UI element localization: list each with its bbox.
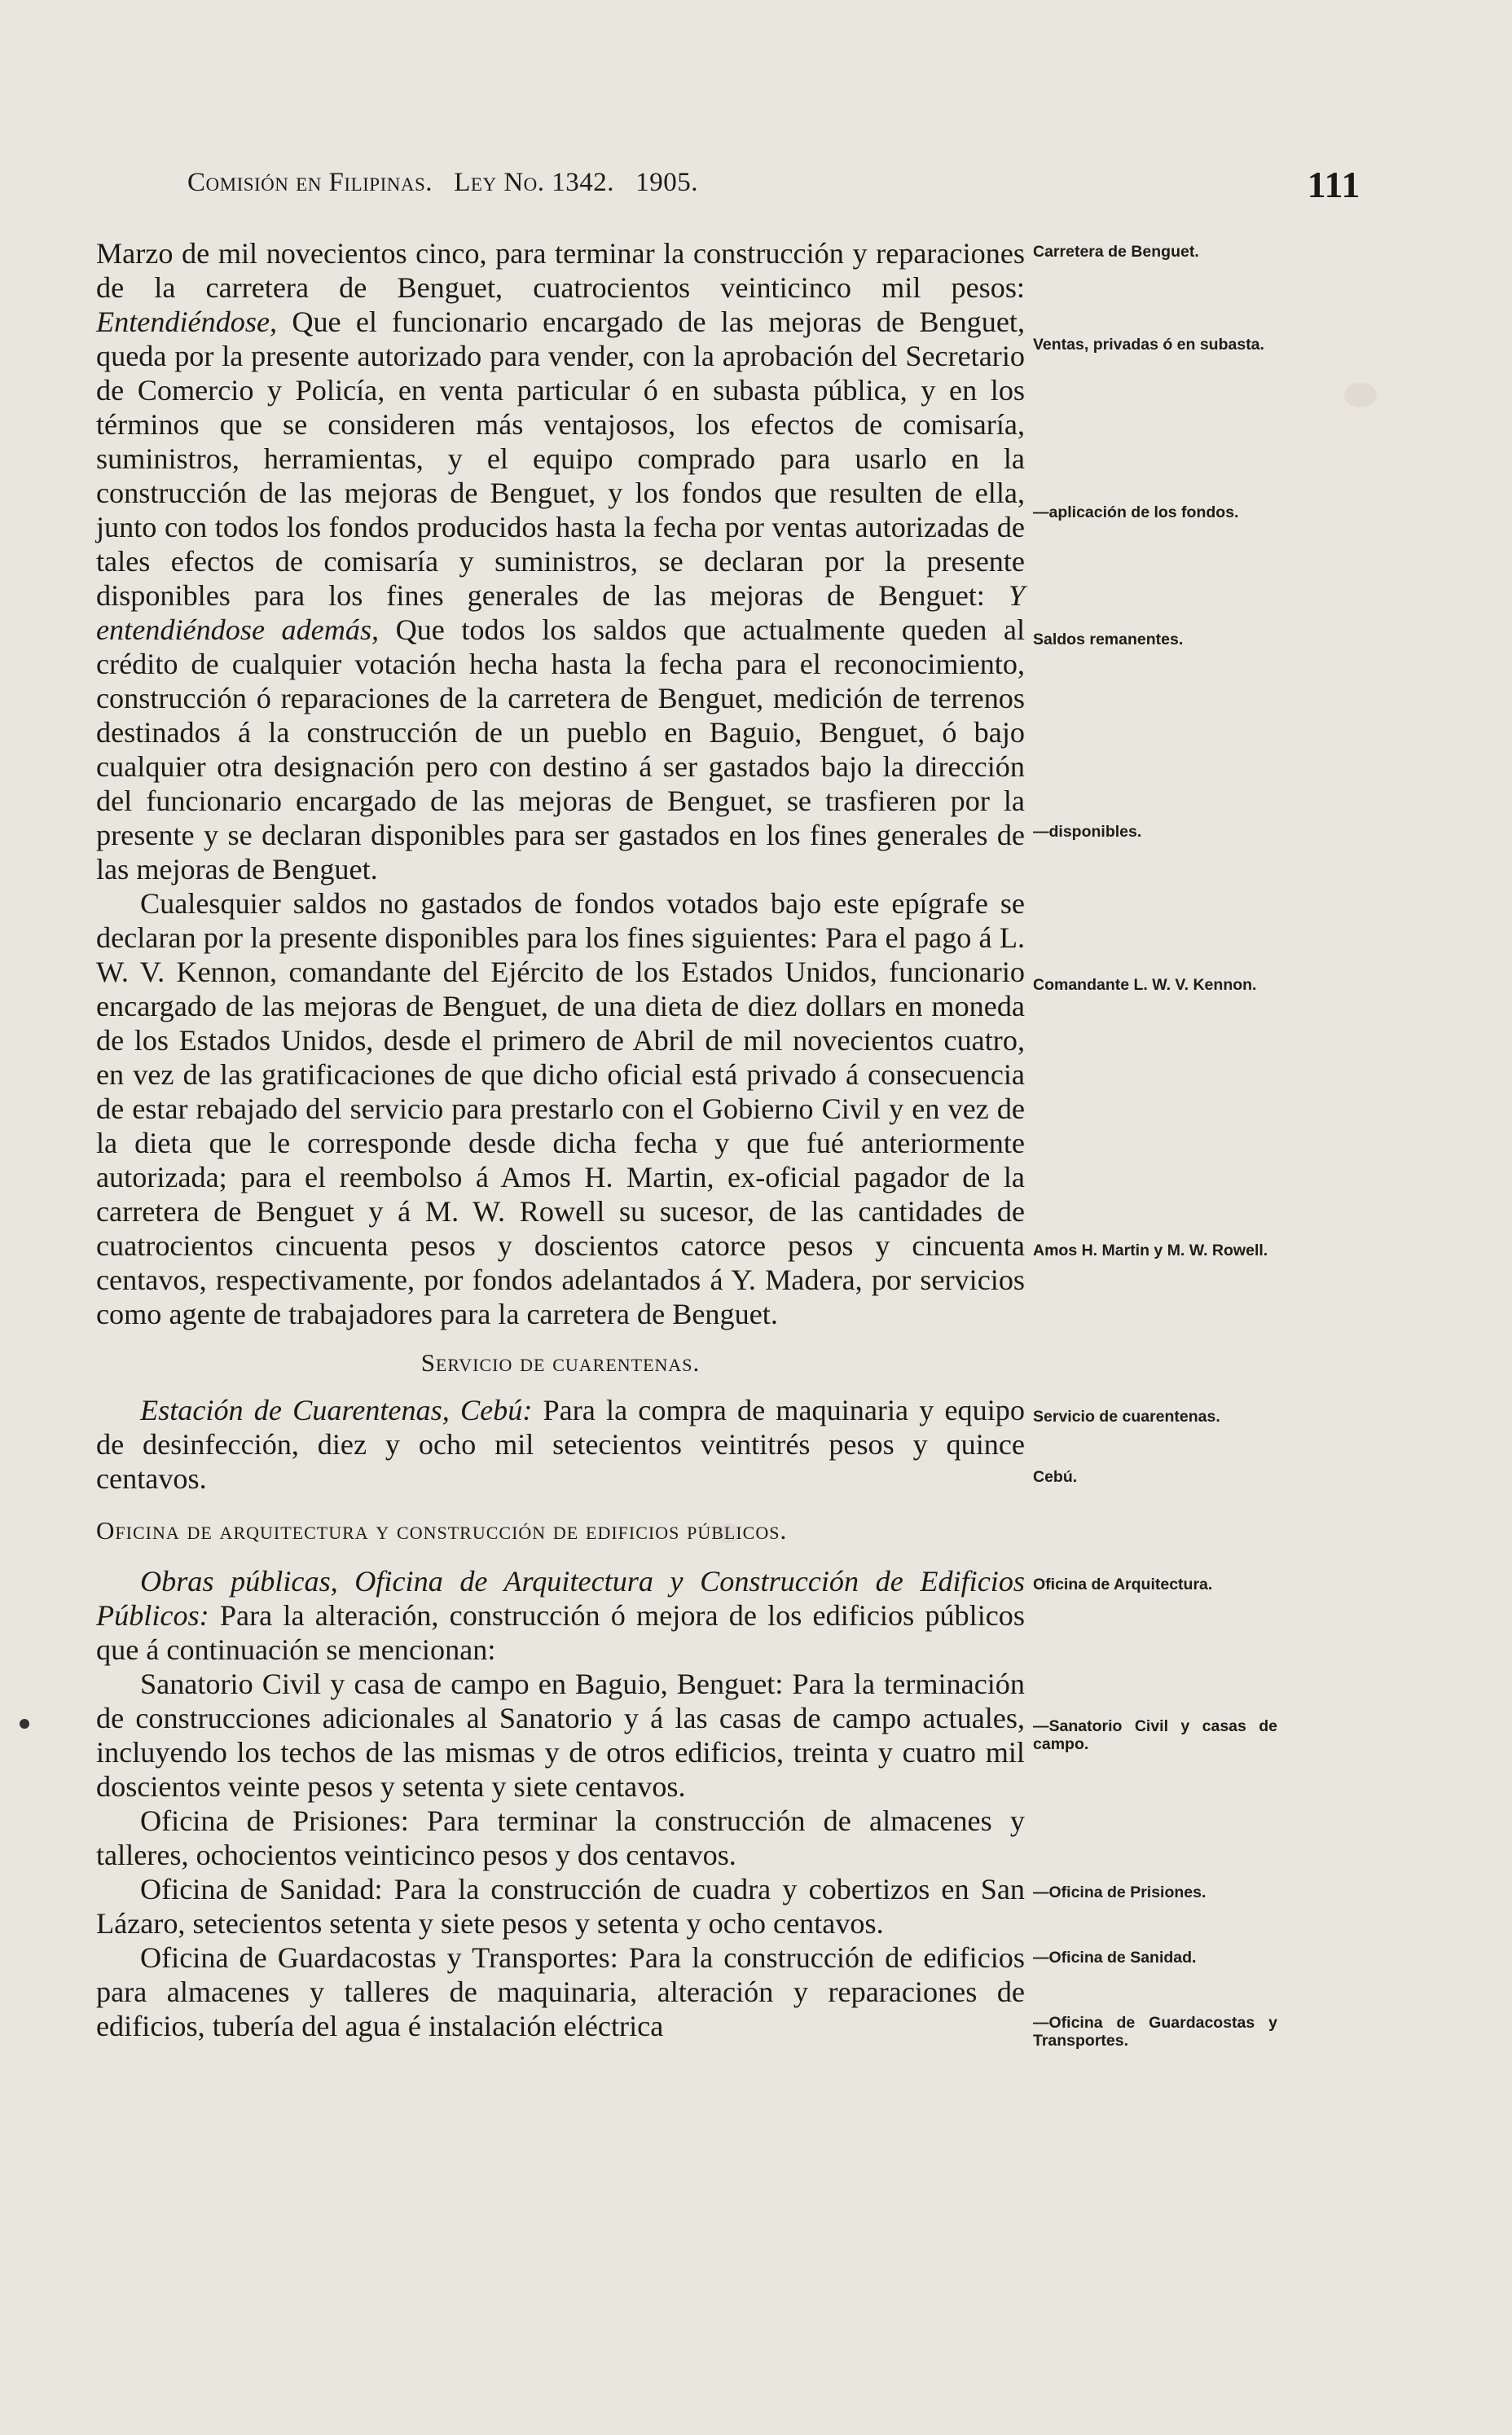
- paragraph-prisons: Oficina de Prisiones: Para terminar la construcción de almacenes y talleres, ochocientos veinticinco pesos y dos centavos.: [96, 1804, 1025, 1871]
- margin-note: Ventas, privadas ó en subasta.: [1033, 336, 1264, 354]
- margin-note: Comandante L. W. V. Kennon.: [1033, 976, 1257, 994]
- running-header: [187, 164, 1360, 205]
- year: 1905.: [635, 168, 699, 197]
- margin-note: Oficina de Arquitectura.: [1033, 1576, 1213, 1593]
- law-number: Ley No. 1342.: [454, 168, 615, 197]
- margin-note: —Oficina de Prisiones.: [1033, 1883, 1207, 1901]
- margin-note: Cebú.: [1033, 1468, 1078, 1486]
- paragraph-balances: Cualesquier saldos no gastados de fondos votados bajo este epígrafe se declaran por la presente disponibles para los fines siguientes: Para el pago á L. W. V. Kennon, comandante del Ejército de los Estados Unidos, funcionario encargado de las mejoras de Benguet, de una dieta de diez dollars en moneda de los Estados Unidos, desde el primero de Abril de mil novecientos cuatro, en vez de las gratificaciones de que dicho oficial está privado á consecuencia de estar rebajado del servicio para prestarlo con el Gobierno Civil y en vez de la dieta que le corresponde desde dicha fecha y que fué anteriormente autorizada; para el reembolso á Amos H. Martin, ex-oficial pagador de la carretera de Benguet y á M. W. Rowell su sucesor, de las cantidades de cuatrocientos cincuenta pesos y doscientos catorce pesos y cincuenta centavos, respectivamente, por fondos adelantados á Y. Madera, por servicios como agente de trabajadores para la carretera de Benguet.: [96, 887, 1025, 1330]
- section-heading-architecture: Oficina de arquitectura y construcción de edificios públicos.: [96, 1516, 788, 1545]
- margin-note: —Sanatorio Civil y casas de campo.: [1033, 1717, 1277, 1753]
- paragraph-sanatorium: Sanatorio Civil y casa de campo en Baguio, Benguet: Para la terminación de construcciones adicionales al Sanatorio y á las casas de campo actuales, incluyendo los techos de las mismas y de otros edificios, treinta y cuatro mil doscientos veinte pesos y setenta y siete centavos.: [96, 1668, 1025, 1803]
- margin-note: Amos H. Martin y M. W. Rowell.: [1033, 1242, 1268, 1259]
- margin-note: Saldos remanentes.: [1033, 631, 1184, 648]
- running-title: Comisión en Filipinas.: [187, 168, 433, 197]
- ink-dot: [20, 1719, 29, 1729]
- margin-note: —disponibles.: [1033, 823, 1142, 841]
- paper-stain: [1344, 383, 1377, 407]
- margin-note: —aplicación de los fondos.: [1033, 503, 1239, 521]
- paragraph-public-works: Obras públicas, Oficina de Arquitectura y Construcción de Edificios Públicos: Para la alteración, construcción ó mejora de los edificios públicos que á continuación se mencionan:: [96, 1565, 1025, 1666]
- paragraph-benguet: Marzo de mil novecientos cinco, para terminar la construcción y reparaciones de la carretera de Benguet, cuatrocientos veinticinco mil pesos: Entendiéndose, Que el funcionario encargado de las mejoras de Benguet, queda por la presente autorizado para vender, con la aprobación del Secretario de Comercio y Policía, en venta particular ó en subasta pública, y en los términos que se consideren más ventajosos, los efectos de comisaría, suministros, herramientas, y el equipo comprado para usarlo en la construcción de las mejoras de Benguet, y los fondos que resulten de ella, junto con todos los fondos producidos hasta la fecha por ventas autorizadas de tales efectos de comisaría y suministros, se declaran por la presente disponibles para los fines generales de las mejoras de Benguet: Y entendiéndose además, Que todos los saldos que actualmente queden al crédito de cualquier votación hecha hasta la fecha para el reconocimiento, construcción ó reparaciones de la carretera de Benguet, medición de terrenos destinados á la construcción de un pueblo en Baguio, Benguet, ó bajo cualquier otra designación pero con destino á ser gastados bajo la dirección del funcionario encargado de las mejoras de Benguet, se trasfieren por la presente y se declaran disponibles para ser gastados en los fines generales de las mejoras de Benguet.: [96, 237, 1026, 886]
- paragraph-coastguard: Oficina de Guardacostas y Transportes: Para la construcción de edificios para almacenes y talleres de maquinaria, alteración y reparaciones de edificios, tubería del agua é instalación eléctrica: [96, 1941, 1025, 2042]
- margin-note: Servicio de cuarentenas.: [1033, 1408, 1220, 1426]
- paragraph-cebu: Estación de Cuarentenas, Cebú: Para la compra de maquinaria y equipo de desinfección, diez y ocho mil setecientos veintitrés pesos y quince centavos.: [96, 1394, 1025, 1495]
- margin-note: —Oficina de Sanidad.: [1033, 1949, 1197, 1967]
- margin-note: —Oficina de Guardacostas y Transportes.: [1033, 2014, 1277, 2050]
- section-heading-quarantine: Servicio de cuarentenas.: [420, 1348, 701, 1377]
- body-text: [96, 236, 1025, 2043]
- paragraph-health: Oficina de Sanidad: Para la construcción de cuadra y cobertizos en San Lázaro, setecientos setenta y siete pesos y setenta y ocho centavos.: [96, 1873, 1025, 1940]
- page-number: 111: [1307, 164, 1360, 205]
- margin-note: Carretera de Benguet.: [1033, 243, 1199, 261]
